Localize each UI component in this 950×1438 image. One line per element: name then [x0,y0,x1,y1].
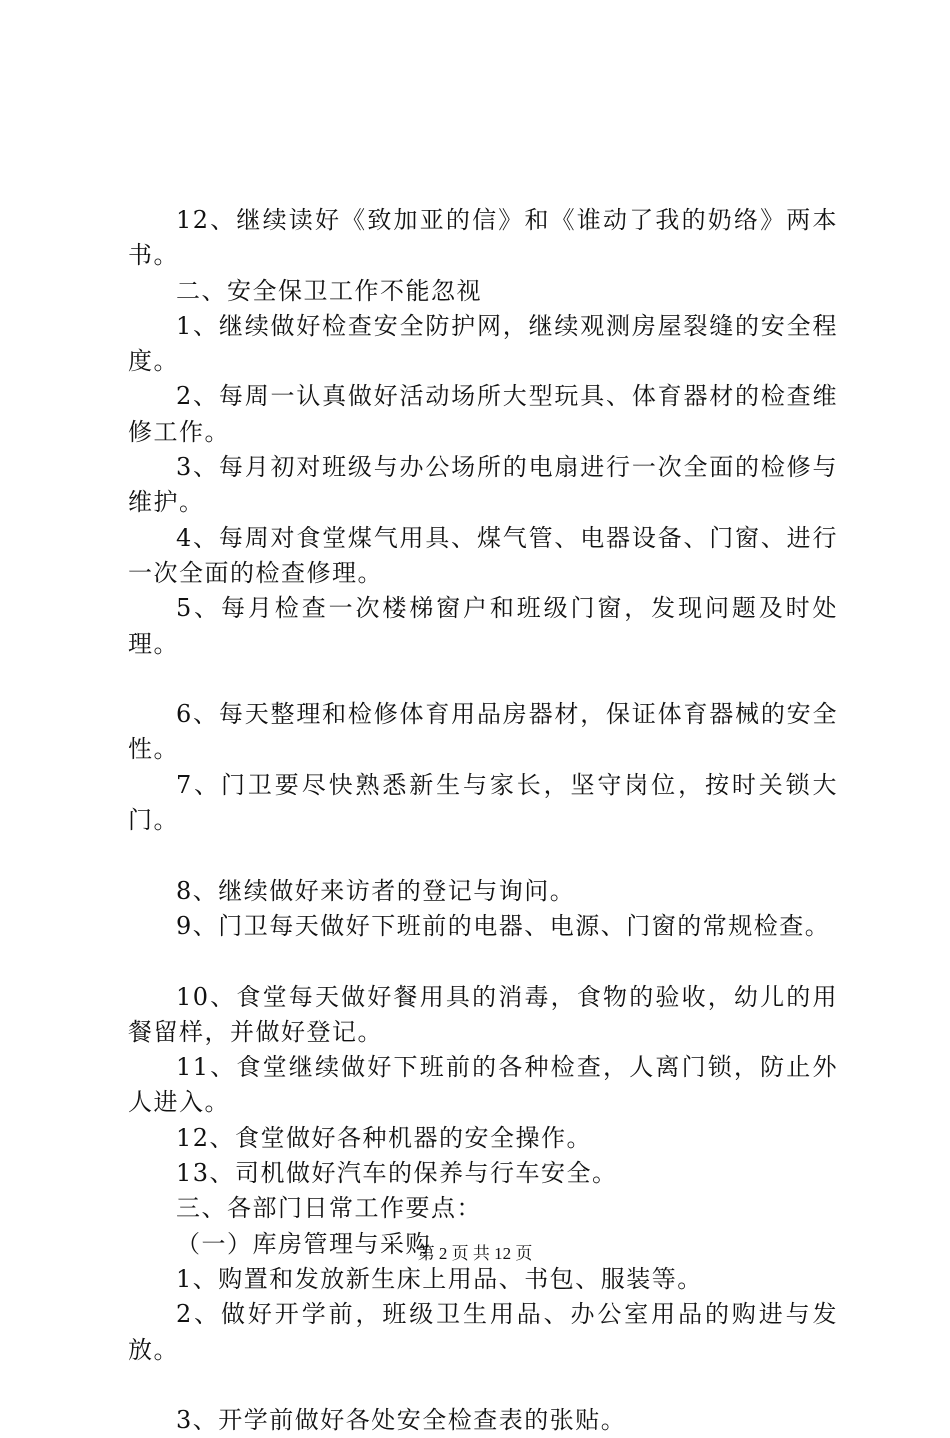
paragraph: 8、继续做好来访者的登记与询问。 [176,876,576,905]
paragraph: 5、每月检查一次楼梯窗户和班级门窗，发现问题及时处理。 [128,594,838,658]
paragraph: 12、食堂做好各种机器的安全操作。 [176,1123,593,1152]
paragraph: 二、安全保卫工作不能忽视 [176,276,482,305]
paragraph: 2、做好开学前，班级卫生用品、办公室用品的购进与发放。 [128,1300,838,1364]
paragraph: 1、继续做好检查安全防护网，继续观测房屋裂缝的安全程度。 [128,311,838,376]
paragraph: 2、每周一认真做好活动场所大型玩具、体育器材的检查维修工作。 [128,382,838,446]
paragraph: 7、门卫要尽快熟悉新生与家长，坚守岗位，按时关锁大门。 [128,770,838,835]
paragraph: 9、门卫每天做好下班前的电器、电源、门窗的常规检查。 [176,911,831,940]
paragraph: （一）库房管理与采购 [176,1229,431,1258]
paragraph: 11、食堂继续做好下班前的各种检查，人离门锁，防止外人进入。 [128,1053,838,1117]
paragraph: 1、购置和发放新生床上用品、书包、服装等。 [176,1264,703,1293]
paragraph: 三、各部门日常工作要点： [176,1194,482,1223]
paragraph: 10、食堂每天做好餐用具的消毒，食物的验收，幼儿的用餐留样，并做好登记。 [128,982,838,1046]
page-number-footer: 第 2 页 共 12 页 [417,1244,533,1263]
paragraph: 4、每周对食堂煤气用具、煤气管、电器设备、门窗、进行一次全面的检查修理。 [128,523,838,587]
paragraph: 6、每天整理和检修体育用品房器材，保证体育器械的安全性。 [128,700,838,764]
paragraph: 13、司机做好汽车的保养与行车安全。 [176,1159,618,1188]
paragraph: 3、每月初对班级与办公场所的电扇进行一次全面的检修与维护。 [128,453,838,517]
paragraph: 12、继续读好《致加亚的信》和《谁动了我的奶络》两本书。 [128,206,838,270]
paragraph: 3、开学前做好各处安全检查表的张贴。 [176,1406,627,1435]
